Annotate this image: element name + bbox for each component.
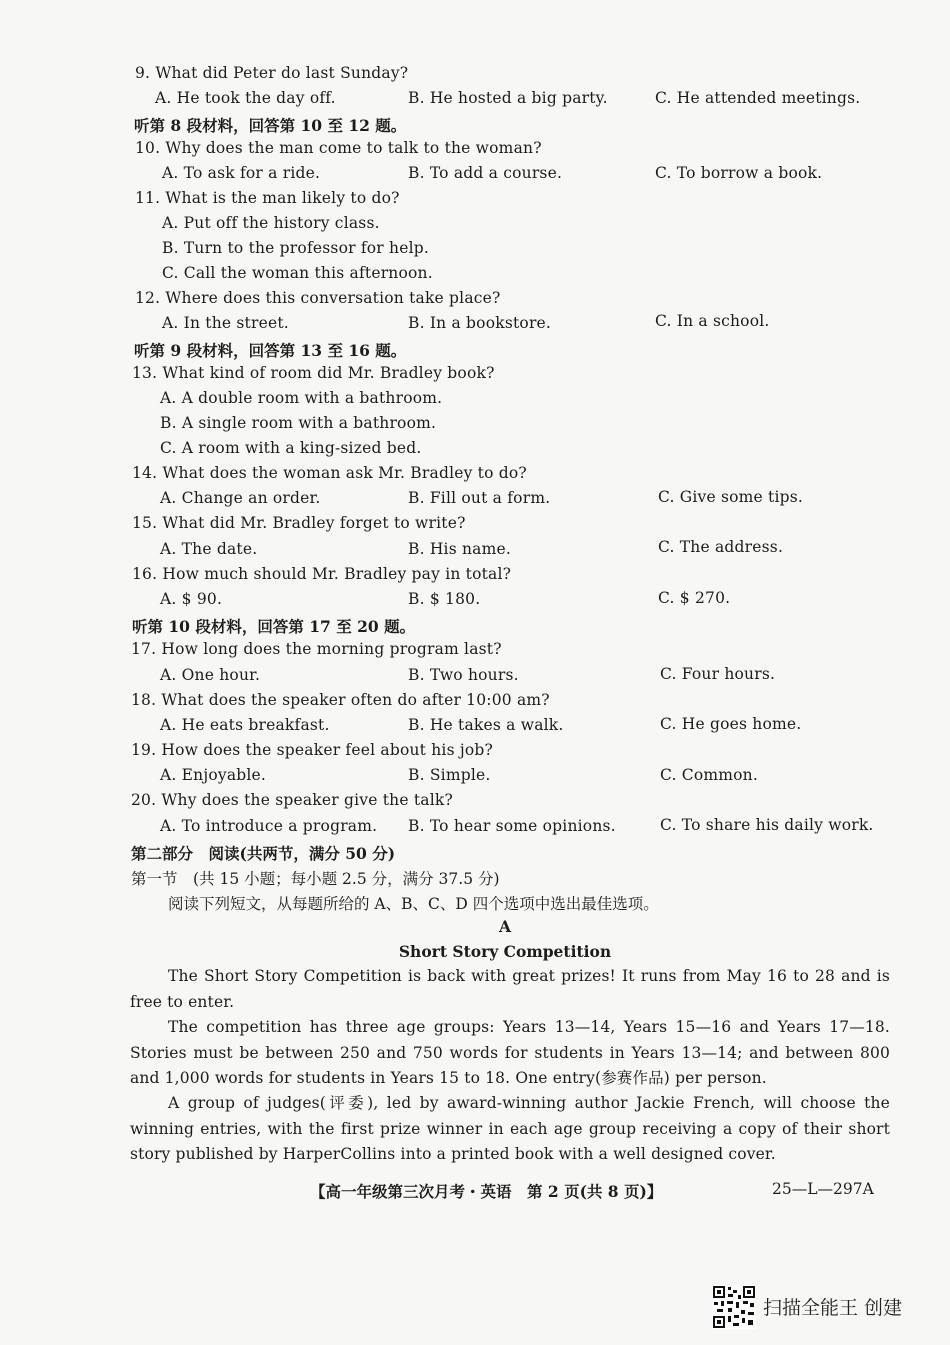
passage-paragraph-3: A group of judges(评委), led by award-winning author Jackie French, will choose the winning entries, with the first prize winner in each age group receiving a copy of their short story published by HarperCollins into a printed book with a well designed cover.	[130, 1094, 890, 1163]
question-19: 19. How does the speaker feel about his job?	[131, 741, 494, 759]
option-19a: A. Enjoyable.	[160, 766, 267, 784]
option-10c: C. To borrow a book.	[655, 164, 823, 182]
option-13a: A. A double room with a bathroom.	[160, 389, 443, 407]
page-footer: 【高一年级第三次月考・英语 第 2 页(共 8 页)】	[310, 1182, 663, 1201]
question-16: 16. How much should Mr. Bradley pay in total?	[132, 565, 512, 583]
option-18a: A. He eats breakfast.	[160, 716, 330, 734]
scanner-watermark-text: 扫描全能王 创建	[763, 1297, 903, 1319]
option-17a: A. One hour.	[160, 666, 261, 684]
option-20c: C. To share his daily work.	[660, 816, 874, 834]
exam-code: 25—L—297A	[772, 1180, 874, 1198]
option-17b: B. Two hours.	[408, 666, 519, 684]
passage-letter: A	[498, 917, 512, 936]
reading-instruction: 阅读下列短文，从每题所给的 A、B、C、D 四个选项中选出最佳选项。	[168, 895, 659, 913]
option-19c: C. Common.	[660, 766, 758, 784]
option-20b: B. To hear some opinions.	[408, 817, 616, 835]
option-12c: C. In a school.	[655, 312, 770, 330]
option-11a: A. Put off the history class.	[162, 214, 380, 232]
option-10b: B. To add a course.	[408, 164, 563, 182]
option-10a: A. To ask for a ride.	[162, 164, 321, 182]
option-12a: A. In the street.	[162, 314, 289, 332]
option-18c: C. He goes home.	[660, 715, 802, 733]
material-header-8: 听第 8 段材料，回答第 10 至 12 题。	[134, 116, 407, 135]
option-16b: B. $ 180.	[408, 590, 481, 608]
option-19b: B. Simple.	[408, 766, 491, 784]
option-14c: C. Give some tips.	[658, 488, 804, 506]
option-20a: A. To introduce a program.	[160, 817, 378, 835]
section-one-heading: 第一节 (共 15 小题；每小题 2.5 分，满分 37.5 分)	[131, 870, 500, 888]
option-16a: A. $ 90.	[160, 590, 223, 608]
question-15: 15. What did Mr. Bradley forget to write?	[132, 514, 466, 532]
option-13c: C. A room with a king-sized bed.	[160, 439, 422, 457]
question-10: 10. Why does the man come to talk to the woman?	[135, 139, 542, 157]
question-12: 12. Where does this conversation take place?	[135, 289, 501, 307]
question-13: 13. What kind of room did Mr. Bradley book?	[132, 364, 495, 382]
option-18b: B. He takes a walk.	[408, 716, 564, 734]
material-header-10: 听第 10 段材料，回答第 17 至 20 题。	[132, 617, 416, 636]
option-15a: A. The date.	[160, 540, 258, 558]
option-9c: C. He attended meetings.	[655, 89, 861, 107]
option-9b: B. He hosted a big party.	[408, 89, 608, 107]
material-header-9: 听第 9 段材料，回答第 13 至 16 题。	[134, 341, 407, 360]
option-13b: B. A single room with a bathroom.	[160, 414, 437, 432]
qr-code-icon	[712, 1285, 756, 1329]
question-20: 20. Why does the speaker give the talk?	[131, 791, 453, 809]
question-18: 18. What does the speaker often do after 10:00 am?	[131, 691, 550, 709]
question-9: 9. What did Peter do last Sunday?	[135, 64, 409, 82]
option-16c: C. $ 270.	[658, 589, 731, 607]
passage-paragraph-2: The competition has three age groups: Years 13—14, Years 15—16 and Years 17—18. Stories must be between 250 and 750 words for students in Years 13—14; and between 800 and 1,000 words for students in Years 15 to 18. One entry(参赛作品) per person.	[130, 1018, 890, 1087]
option-9a: A. He took the day off.	[155, 89, 336, 107]
question-11: 11. What is the man likely to do?	[135, 189, 400, 207]
passage-title: Short Story Competition	[398, 942, 612, 961]
option-11b: B. Turn to the professor for help.	[162, 239, 430, 257]
option-15b: B. His name.	[408, 540, 512, 558]
question-14: 14. What does the woman ask Mr. Bradley to do?	[132, 464, 527, 482]
question-17: 17. How long does the morning program last?	[131, 640, 502, 658]
passage-paragraph-1: The Short Story Competition is back with great prizes! It runs from May 16 to 28 and is free to enter.	[130, 967, 890, 1011]
part-two-heading: 第二部分 阅读(共两节，满分 50 分)	[131, 844, 396, 863]
option-14a: A. Change an order.	[160, 489, 321, 507]
option-14b: B. Fill out a form.	[408, 489, 551, 507]
option-12b: B. In a bookstore.	[408, 314, 552, 332]
option-11c: C. Call the woman this afternoon.	[162, 264, 433, 282]
option-15c: C. The address.	[658, 538, 784, 556]
option-17c: C. Four hours.	[660, 665, 776, 683]
